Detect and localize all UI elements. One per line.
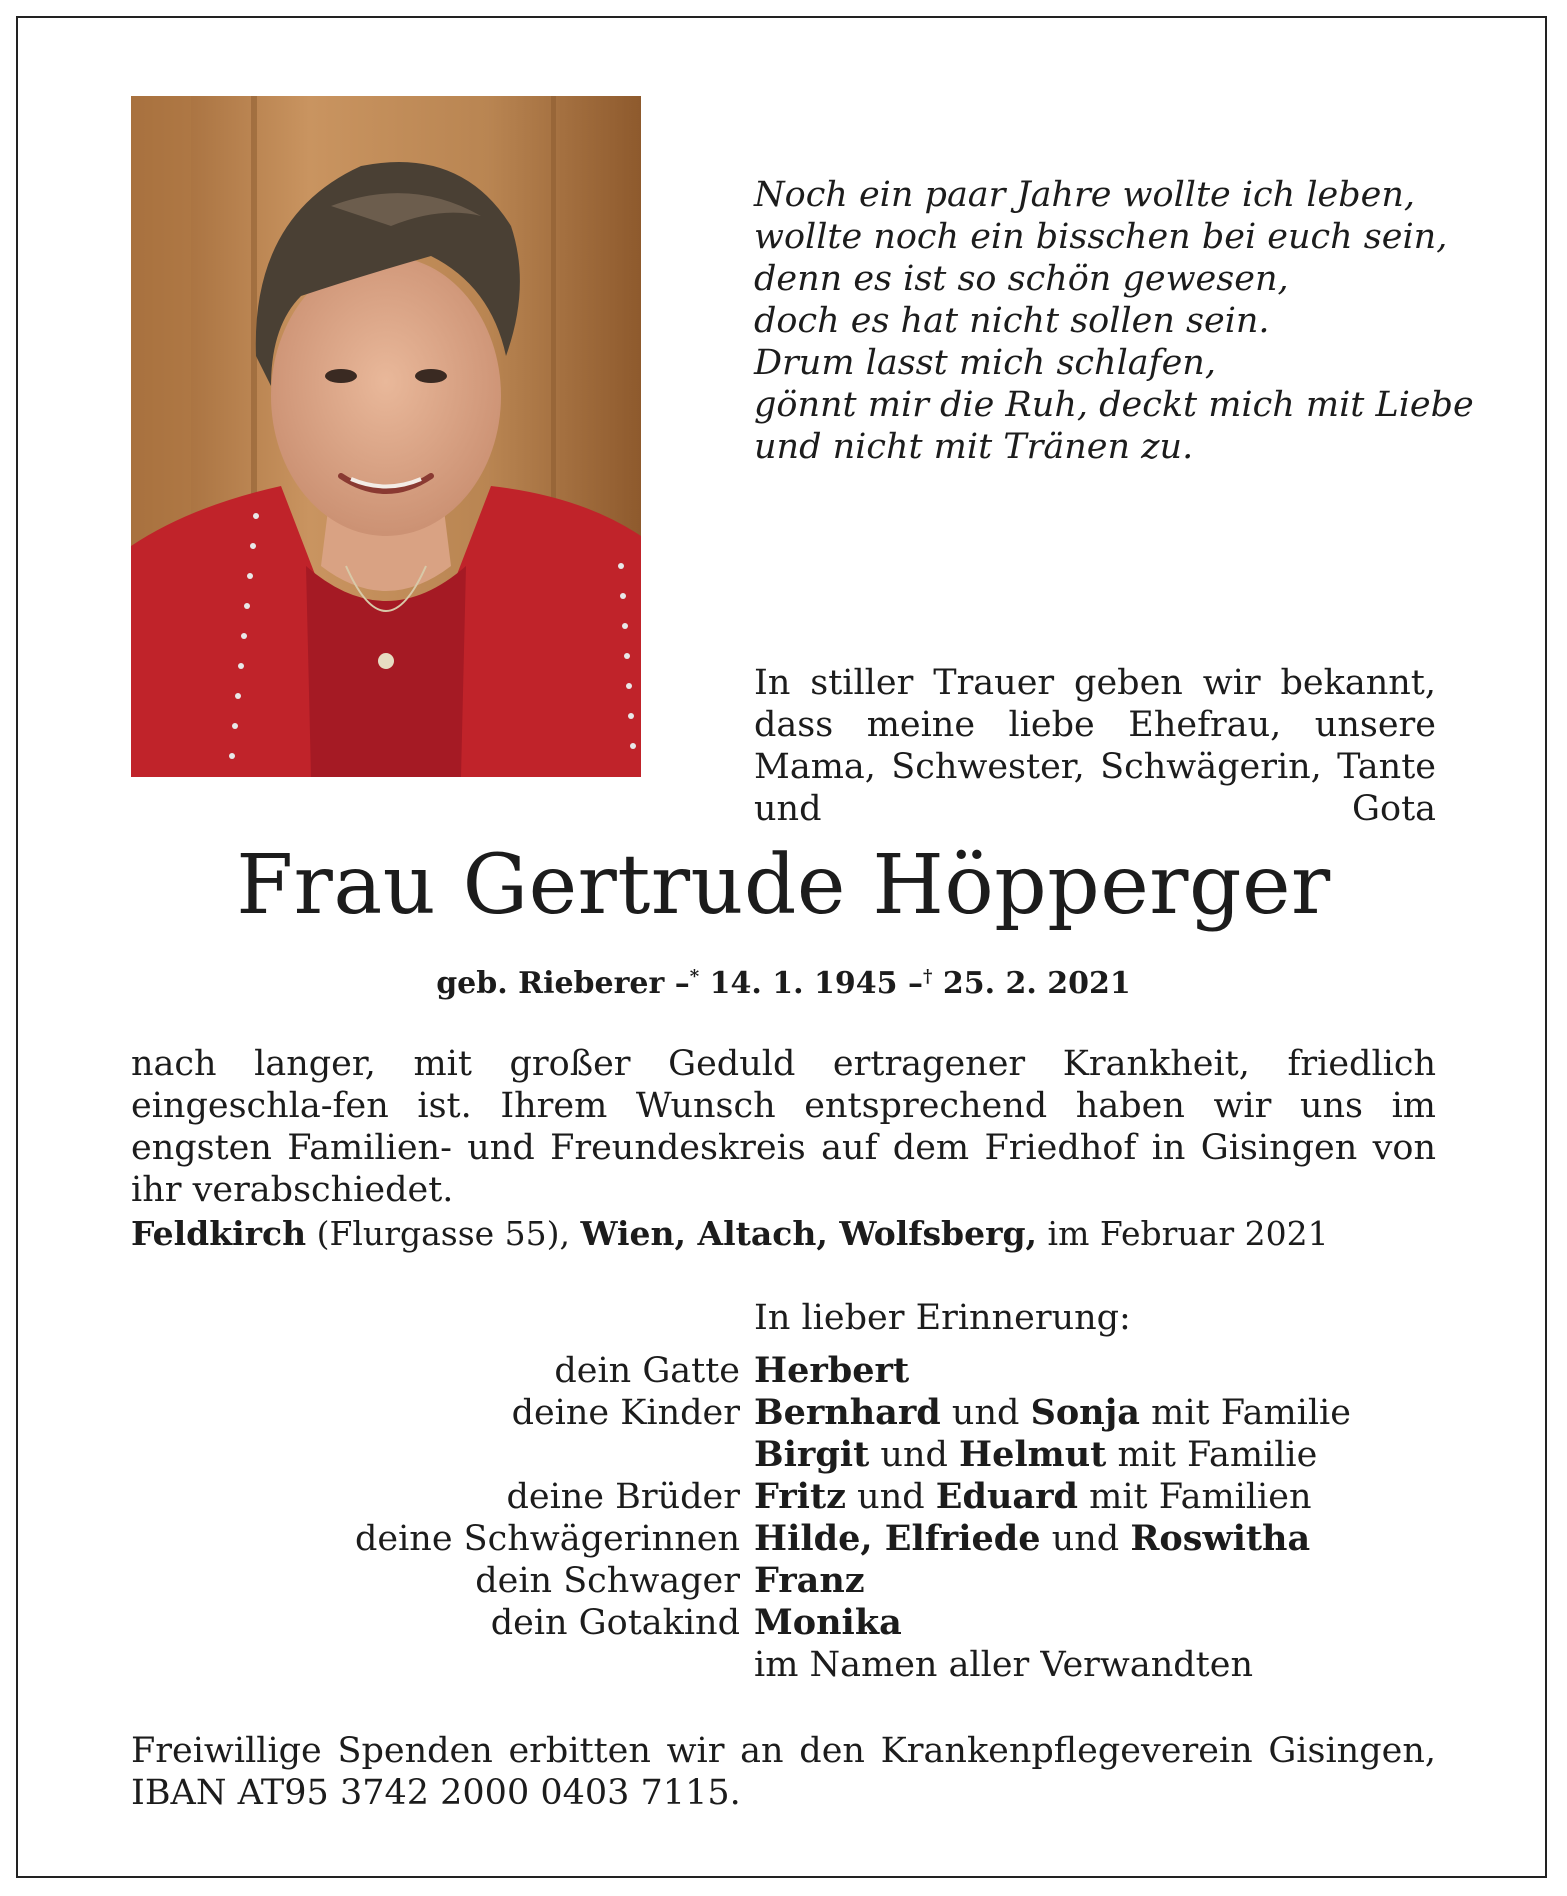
conjunction: und (880, 1435, 948, 1475)
deceased-name: Frau Gertrude Höpperger (236, 838, 1331, 933)
member-name: Monika (754, 1602, 902, 1643)
conjunction: und (951, 1393, 1020, 1433)
member-name: Franz (754, 1560, 865, 1601)
birth-date: 14. 1. 1945 (709, 966, 898, 1001)
memory-heading: In lieber Erinnerung: (754, 1298, 1131, 1338)
poem-line: Drum lasst mich schlafen, (754, 343, 1216, 383)
poem-line: gönnt mir die Ruh, deckt mich mit Liebe (754, 385, 1474, 425)
relation-names (754, 1392, 1351, 1434)
member-name: Eduard (935, 1476, 1078, 1517)
place-line (131, 1213, 1436, 1255)
family-row (131, 1476, 1436, 1518)
family-list (131, 1350, 1436, 1686)
donation-text (131, 1730, 1436, 1814)
conjunction: und (1051, 1519, 1120, 1559)
member-name: Bernhard (754, 1392, 941, 1433)
poem-line: und nicht mit Tränen zu. (754, 427, 1194, 467)
place-city: Feldkirch (131, 1214, 307, 1253)
relation-label: dein Schwager (475, 1561, 740, 1601)
poem-line: wollte noch ein bisschen bei euch sein, (754, 217, 1448, 257)
family-row (131, 1392, 1436, 1434)
member-name: Hilde, Elfriede (754, 1518, 1041, 1559)
born-symbol: * (689, 966, 700, 987)
suffix: mit Familie (1151, 1393, 1351, 1433)
member-name: Helmut (959, 1434, 1107, 1475)
closing-line: im Namen aller Verwandten (754, 1645, 1253, 1685)
member-name: Fritz (754, 1476, 847, 1517)
relation-names (754, 1602, 902, 1644)
portrait-photo (131, 96, 641, 777)
dash: – (908, 966, 923, 1001)
relation-names (754, 1350, 909, 1392)
member-name: Roswitha (1130, 1518, 1311, 1559)
relation-names (754, 1434, 1317, 1476)
intro-text: In stiller Trauer geben wir bekannt, dass meine liebe Ehefrau, unsere Mama, Schwester, Schwägerin, Tante und Gota (754, 663, 1436, 829)
relation-label: deine Brüder (506, 1477, 740, 1517)
poem-line: Noch ein paar Jahre wollte ich leben, (754, 175, 1416, 215)
relation-label: deine Schwägerinnen (354, 1519, 740, 1559)
died-symbol: † (923, 966, 933, 987)
member-name: Sonja (1030, 1392, 1140, 1433)
family-row (131, 1434, 1436, 1476)
place-others: Wien, Altach, Wolfsberg, (580, 1214, 1038, 1253)
poem (754, 174, 1474, 468)
relation-names (754, 1476, 1312, 1518)
life-dates (0, 966, 1567, 1001)
relation-label: deine Kinder (511, 1393, 740, 1433)
family-row (131, 1518, 1436, 1560)
dash: – (674, 966, 690, 1001)
relation-label: dein Gatte (554, 1351, 740, 1391)
suffix: mit Familien (1089, 1477, 1312, 1517)
poem-line: doch es hat nicht sollen sein. (754, 301, 1270, 341)
maiden-name: geb. Rieberer (436, 966, 665, 1001)
family-row (131, 1644, 1436, 1686)
member-name: Herbert (754, 1350, 910, 1391)
body-text: nach langer, mit großer Geduld ertragener Krankheit, friedlich eingeschla-fen ist. Ihrem Wunsch entsprechend haben wir uns im engsten Familien- und Freundeskreis auf dem Friedhof in Gisingen von ihr verabschiedet. (131, 1044, 1436, 1210)
family-row (131, 1560, 1436, 1602)
conjunction: und (857, 1477, 925, 1517)
member-name: Birgit (754, 1434, 870, 1475)
suffix: mit Familie (1117, 1435, 1318, 1475)
place-date: im Februar 2021 (1047, 1214, 1329, 1253)
death-date: 25. 2. 2021 (942, 966, 1131, 1001)
relation-names (754, 1518, 1310, 1560)
donation-line-2: IBAN AT95 3742 2000 0403 7115. (131, 1773, 741, 1813)
relation-label: dein Gotakind (490, 1603, 740, 1643)
donation-line-1: Freiwillige Spenden erbitten wir an den Krankenpflegeverein Gisingen, (131, 1731, 1436, 1771)
poem-line: denn es ist so schön gewesen, (754, 259, 1289, 299)
family-row (131, 1350, 1436, 1392)
place-address: (Flurgasse 55), (316, 1214, 571, 1253)
relation-names (754, 1560, 865, 1602)
family-row (131, 1602, 1436, 1644)
